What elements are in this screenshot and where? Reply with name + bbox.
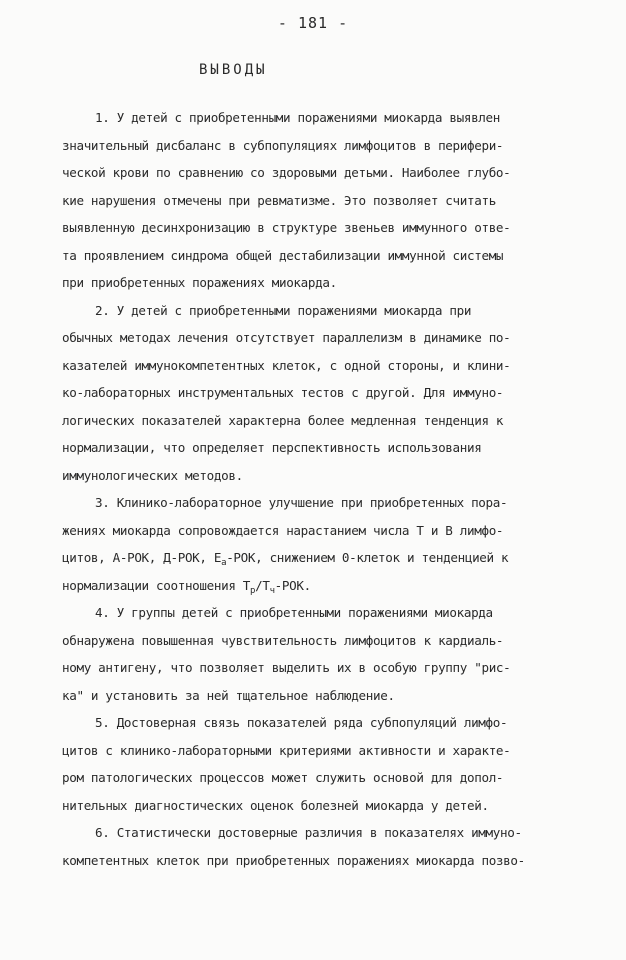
text-line: 1. У детей с приобретенными поражениями миокарда выявлен <box>95 110 500 125</box>
subscript: а <box>221 558 227 568</box>
text-line: компетентных клеток при приобретенных поражениях миокарда позво- <box>62 852 525 868</box>
text-line: значительный дисбаланс в субпопуляциях лимфоцитов в перифери- <box>62 137 504 153</box>
text-fragment: /Т <box>255 577 270 593</box>
text-line: при приобретенных поражениях миокарда. <box>62 275 337 290</box>
text-line: 2. У детей с приобретенными поражениями миокарда при <box>95 302 472 318</box>
text-line: казателей иммунокомпетентных клеток, с одной стороны, и клини- <box>62 357 511 373</box>
text-line: жениях миокарда сопровождается нарастанием числа Т и В лимфо- <box>62 522 504 538</box>
text-line: ному антигену, что позволяет выделить их в особую группу "рис- <box>62 660 511 675</box>
text-fragment: нормализации соотношения Т <box>62 577 251 593</box>
text-fragment: -РОК. <box>274 577 311 593</box>
text-line: нительных диагностических оценок болезней миокарда у детей. <box>62 797 489 813</box>
text-line: иммунологических методов. <box>62 467 243 483</box>
text-line: та проявлением синдрома общей дестабилизации иммунной системы <box>62 247 504 263</box>
page-title: ВЫВОДЫ <box>199 62 268 78</box>
subscript: р <box>250 585 256 596</box>
text-line: 5. Достоверная связь показателей ряда субпопуляций лимфо- <box>95 715 508 730</box>
text-line: 6. Статистически достоверные различия в показателях иммуно- <box>95 825 522 840</box>
text-line: выявленную десинхронизацию в структуре звеньев иммунного отве- <box>62 220 511 235</box>
text-line <box>62 544 582 572</box>
text-line <box>62 572 582 600</box>
text-line: ка" и установить за ней тщательное наблюдение. <box>62 687 395 703</box>
text-line: ческой крови по сравнению со здоровыми детьми. Наиболее глубо- <box>62 165 511 180</box>
text-line: цитов с клинико-лабораторными критериями активности и характе- <box>62 742 511 758</box>
text-line: кие нарушения отмечены при ревматизме. Это позволяет считать <box>62 192 496 208</box>
text-line: обычных методах лечения отсутствует параллелизм в динамике по- <box>62 330 511 345</box>
conclusions-text <box>62 104 582 874</box>
page-number: - 181 - <box>277 14 349 32</box>
text-line: логических показателей характерна более медленная тенденция к <box>62 412 504 428</box>
text-line: 3. Клинико-лабораторное улучшение при приобретенных пора- <box>95 495 508 510</box>
subscript: ч <box>269 585 275 596</box>
text-line: ром патологических процессов может служить основой для допол- <box>62 770 504 785</box>
text-fragment: цитов, А-РОК, Д-РОК, Е <box>62 550 222 565</box>
text-line: ко-лабораторных инструментальных тестов с другой. Для иммуно- <box>62 385 504 400</box>
text-line: нормализации, что определяет перспективность использования <box>62 440 482 455</box>
text-line: 4. У группы детей с приобретенными поражениями миокарда <box>95 605 493 620</box>
text-fragment: -РОК, снижением 0-клеток и тенденцией к <box>226 550 509 565</box>
text-line: обнаружена повышенная чувствительность лимфоцитов к кардиаль- <box>62 632 504 648</box>
